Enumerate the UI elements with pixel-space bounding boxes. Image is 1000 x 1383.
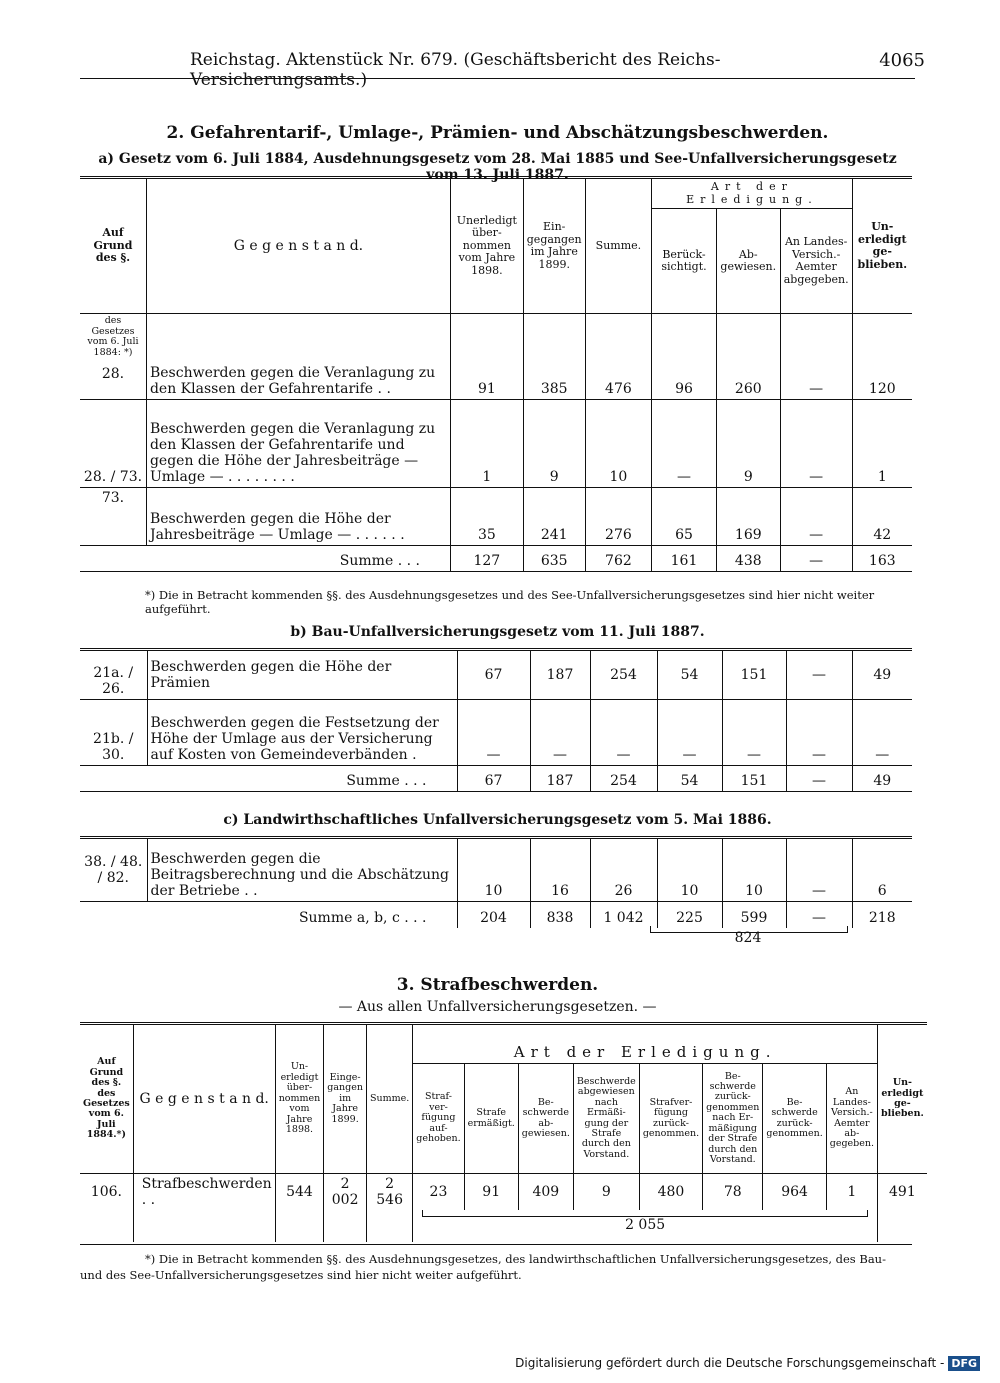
sum-row bbox=[80, 902, 912, 928]
sum-value: 762 bbox=[585, 546, 652, 572]
cell-value: 409 bbox=[518, 1174, 573, 1211]
dfg-logo: DFG bbox=[948, 1356, 980, 1371]
para-number: 28. / 73. bbox=[80, 400, 146, 488]
sum-value: 187 bbox=[530, 766, 590, 792]
section-2-title: 2. Gefahrentarif-, Umlage-, Prämien- und Abschätzungsbeschwerden. bbox=[166, 123, 829, 143]
sum-label: Summe . . . bbox=[146, 546, 450, 572]
table-row bbox=[80, 488, 912, 546]
para-number: 106. bbox=[80, 1174, 133, 1211]
col-gegenstand: G e g e n s t a n d. bbox=[146, 178, 450, 314]
cell-value: — bbox=[657, 700, 722, 766]
row-text: Beschwerden gegen die Veranlagung zu den Klassen der Gefahrentarife und gegen die Höhe der Jahresbeiträge — Umlage — . . . . . . . . bbox=[146, 400, 450, 488]
cell-value: 276 bbox=[585, 488, 652, 546]
col-abgewiesen: Ab-gewiesen. bbox=[716, 209, 780, 314]
digitization-text: Digitalisierung gefördert durch die Deutsche Forschungsgemeinschaft - bbox=[515, 1356, 945, 1370]
cell-value: — bbox=[652, 400, 717, 488]
cell-value: 23 bbox=[413, 1174, 464, 1211]
col-unerledigt-geblieben: Un-erledigt ge-blieben. bbox=[852, 178, 912, 314]
cell-value: 151 bbox=[722, 650, 786, 700]
cell-value: 91 bbox=[464, 1174, 518, 1211]
footnote-3: *) Die in Betracht kommenden §§. des Ausdehnungsgesetzes, des landwirthschaftlichen Unfallversicherungsgesetzes, des Bau- und des See-Unfallversicherungsgesetzes sind hier nicht weiter aufgeführt. bbox=[80, 1252, 886, 1282]
cell-value: 120 bbox=[868, 381, 896, 398]
table-3 bbox=[80, 1022, 927, 1242]
table-row bbox=[80, 1174, 927, 1211]
cell-value: — bbox=[780, 314, 852, 400]
col-beschwerde-zurueck: Be-schwerde zurück-genommen. bbox=[763, 1064, 826, 1174]
section-2c-title: c) Landwirthschaftliches Unfallversicherungsgesetz vom 5. Mai 1886. bbox=[223, 812, 772, 828]
cell-value: 169 bbox=[716, 488, 780, 546]
sum-value: — bbox=[786, 766, 852, 792]
table-row bbox=[80, 700, 912, 766]
cell-value: 241 bbox=[523, 488, 585, 546]
sum-value: — bbox=[780, 546, 852, 572]
page-header bbox=[190, 50, 925, 90]
para-number: 73. bbox=[80, 488, 146, 546]
col-landes-aemter: An Landes-Versich.-Aemter ab-gegeben. bbox=[826, 1064, 877, 1174]
cell-value: 35 bbox=[450, 488, 523, 546]
header-rule bbox=[80, 78, 915, 79]
cell-value: 9 bbox=[523, 400, 585, 488]
header-title: Reichstag. Aktenstück Nr. 679. (Geschäftsbericht des Reichs-Versicherungsamts.) bbox=[190, 50, 721, 90]
cell-value: — bbox=[875, 747, 890, 763]
cell-value: — bbox=[786, 650, 852, 700]
sum-value: 151 bbox=[722, 766, 786, 792]
cell-value: — bbox=[590, 700, 657, 766]
cell-value: — bbox=[780, 400, 852, 488]
cell-value: 260 bbox=[716, 314, 780, 400]
table-bottom-rule bbox=[80, 1244, 912, 1245]
sum-value: 204 bbox=[457, 902, 530, 928]
cell-value: 544 bbox=[275, 1174, 324, 1211]
table-row bbox=[80, 314, 912, 400]
sum-value: 49 bbox=[873, 773, 892, 789]
col-abgewiesen: Be-schwerde ab-gewiesen. bbox=[518, 1064, 573, 1174]
sum-value: — bbox=[786, 902, 852, 928]
cell-value: 67 bbox=[457, 650, 530, 700]
table-row bbox=[80, 400, 912, 488]
col-unerledigt-uebernommen: Unerledigt über-nommen vom Jahre 1898. bbox=[450, 178, 523, 314]
col-unerledigt-geblieben: Un-erledigt ge-blieben. bbox=[877, 1024, 926, 1174]
cell-value: 964 bbox=[763, 1174, 826, 1211]
col-abgewiesen-nach-ermaessigung: Beschwerde abgewiesen nach Ermäßi-gung der Strafe durch den Vorstand. bbox=[573, 1064, 639, 1174]
sum-value: 254 bbox=[590, 766, 657, 792]
sum-value: 161 bbox=[652, 546, 717, 572]
section-3-subtitle: — Aus allen Unfallversicherungsgesetzen. — bbox=[338, 999, 657, 1015]
cell-value: 491 bbox=[889, 1184, 916, 1200]
cell-value: 10 bbox=[657, 838, 722, 902]
footnote-a: *) Die in Betracht kommenden §§. des Ausdehnungsgesetzes und des See-Unfallversicherungsgesetzes sind hier nicht weiter aufgeführt. bbox=[145, 588, 875, 616]
cell-value: 26 bbox=[590, 838, 657, 902]
cell-value: 10 bbox=[585, 400, 652, 488]
row-text: Beschwerden gegen die Beitragsberechnung und die Abschätzung der Betriebe . . bbox=[147, 838, 457, 902]
cell-value: 187 bbox=[530, 650, 590, 700]
row-text: Beschwerden gegen die Festsetzung der Höhe der Umlage aus der Versicherung auf Kosten von Gemeindeverbänden . bbox=[147, 700, 457, 766]
cell-value: — bbox=[786, 700, 852, 766]
col-art-der-erledigung: Art der Erledigung. bbox=[652, 178, 852, 209]
cell-value: 49 bbox=[873, 667, 892, 683]
row-text: Strafbeschwerden . . bbox=[133, 1174, 275, 1211]
sum-value: 163 bbox=[868, 553, 896, 570]
cell-value: — bbox=[780, 488, 852, 546]
col-auf-grund: Auf Grund des §. bbox=[80, 178, 146, 314]
cell-value: 2 546 bbox=[366, 1174, 412, 1211]
cell-value: 54 bbox=[657, 650, 722, 700]
col-summe: Summe. bbox=[585, 178, 652, 314]
sum-value: 54 bbox=[657, 766, 722, 792]
col-unerledigt-uebernommen: Un-erledigt über-nommen vom Jahre 1898. bbox=[275, 1024, 324, 1174]
cell-value: 476 bbox=[585, 314, 652, 400]
cell-value: 9 bbox=[573, 1174, 639, 1211]
cell-value: — bbox=[722, 700, 786, 766]
table-2c bbox=[80, 836, 912, 928]
row-text: Beschwerden gegen die Höhe der Jahresbeiträge — Umlage — . . . . . . bbox=[146, 488, 450, 546]
col-aufgehoben: Straf-ver-fügung auf-gehoben. bbox=[413, 1064, 464, 1174]
combined-row bbox=[80, 1210, 927, 1242]
table-2a bbox=[80, 176, 912, 572]
cell-value: 10 bbox=[457, 838, 530, 902]
cell-value: 42 bbox=[873, 527, 892, 544]
col-zurueck-nach-ermaessigung: Be-schwerde zurück-genommen nach Er-mäßigung der Strafe durch den Vorstand. bbox=[703, 1064, 763, 1174]
cell-value: 96 bbox=[652, 314, 717, 400]
col-auf-grund: Auf Grund des §. des Gesetzes vom 6. Juli 1884.*) bbox=[80, 1024, 133, 1174]
sum-value: 127 bbox=[450, 546, 523, 572]
cell-value: 1 bbox=[877, 469, 887, 486]
digitization-note bbox=[515, 1356, 980, 1371]
sum-row bbox=[80, 546, 912, 572]
sum-value: 438 bbox=[716, 546, 780, 572]
sum-row bbox=[80, 766, 912, 792]
para-number: 21b. / 30. bbox=[80, 700, 147, 766]
combined-total: 2 055 bbox=[625, 1217, 666, 1233]
col-art-der-erledigung: Art der Erledigung. bbox=[413, 1024, 878, 1064]
cell-value: 10 bbox=[722, 838, 786, 902]
sum-value: 225 bbox=[657, 902, 722, 928]
para-number: 38. / 48. / 82. bbox=[80, 838, 147, 902]
cell-value: 254 bbox=[590, 650, 657, 700]
cell-value: 2 002 bbox=[324, 1174, 367, 1211]
sum-label: Summe a, b, c . . . bbox=[147, 902, 457, 928]
sum-value: 635 bbox=[523, 546, 585, 572]
section-2b-title: b) Bau-Unfallversicherungsgesetz vom 11. Juli 1887. bbox=[290, 624, 705, 640]
combined-brace bbox=[422, 1210, 868, 1217]
col-eingegangen: Ein-gegangen im Jahre 1899. bbox=[523, 178, 585, 314]
cell-value: 9 bbox=[716, 400, 780, 488]
col-beruecksichtigt: Berück-sichtigt. bbox=[652, 209, 717, 314]
col-summe: Summe. bbox=[366, 1024, 412, 1174]
page-number: 4065 bbox=[879, 50, 925, 71]
combined-total: 824 bbox=[734, 930, 762, 946]
table-row bbox=[80, 650, 912, 700]
sum-value: 599 bbox=[722, 902, 786, 928]
cell-value: 1 bbox=[450, 400, 523, 488]
cell-value: 16 bbox=[530, 838, 590, 902]
sum-label: Summe . . . bbox=[147, 766, 457, 792]
section-2a-title: a) Gesetz vom 6. Juli 1884, Ausdehnungsgesetz vom 28. Mai 1885 und See-Unfallversicherungsgesetz vom 13. Juli 1887. bbox=[98, 151, 897, 183]
cell-value: 91 bbox=[450, 314, 523, 400]
sum-value: 1 042 bbox=[590, 902, 657, 928]
gesetz-note: des Gesetzes vom 6. Juli 1884: *) bbox=[87, 315, 139, 358]
cell-value: 65 bbox=[652, 488, 717, 546]
cell-value: 6 bbox=[877, 883, 887, 899]
sum-value: 67 bbox=[457, 766, 530, 792]
para-number: 21a. / 26. bbox=[80, 650, 147, 700]
col-eingegangen: Einge-gangen im Jahre 1899. bbox=[324, 1024, 367, 1174]
section-3-title: 3. Strafbeschwerden. bbox=[396, 975, 599, 995]
sum-value: 218 bbox=[868, 909, 896, 926]
row-text: Beschwerden gegen die Veranlagung zu den Klassen der Gefahrentarife . . bbox=[146, 314, 450, 400]
cell-value: 385 bbox=[523, 314, 585, 400]
cell-value: 78 bbox=[703, 1174, 763, 1211]
cell-value: 1 bbox=[826, 1174, 877, 1211]
col-zurueckgenommen: Strafver-fügung zurück-genommen. bbox=[639, 1064, 702, 1174]
col-ermaessigt: Strafe ermäßigt. bbox=[464, 1064, 518, 1174]
cell-value: — bbox=[530, 700, 590, 766]
sum-value: 838 bbox=[530, 902, 590, 928]
table-row bbox=[80, 838, 912, 902]
cell-value: — bbox=[457, 700, 530, 766]
para-number: 28. bbox=[101, 366, 125, 383]
cell-value: — bbox=[786, 838, 852, 902]
table-2b bbox=[80, 648, 912, 792]
row-text: Beschwerden gegen die Höhe der Prämien bbox=[147, 650, 457, 700]
cell-value: 480 bbox=[639, 1174, 702, 1211]
col-gegenstand: G e g e n s t a n d. bbox=[133, 1024, 275, 1174]
col-landes-aemter: An Landes-Versich.-Aemter abgegeben. bbox=[780, 209, 852, 314]
